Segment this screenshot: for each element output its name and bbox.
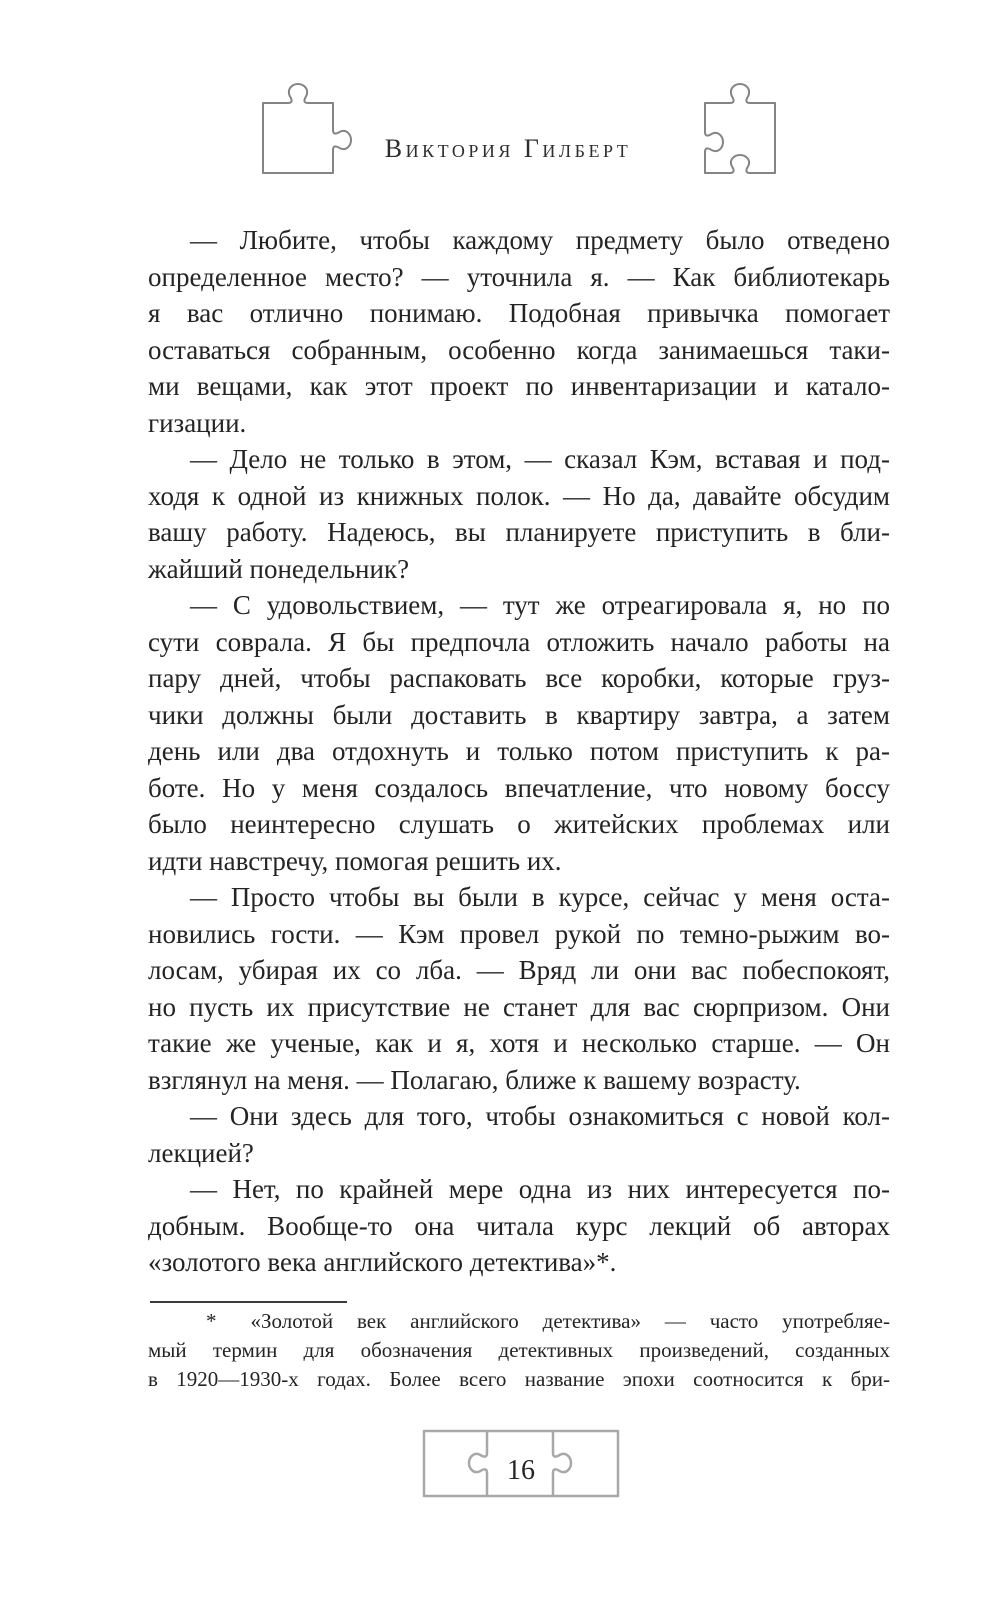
text-line: чики должны были доставить в квартиру завтра, а затем <box>148 699 890 730</box>
text-line: — Дело не только в этом, — сказал Кэм, вставая и под- <box>190 444 890 474</box>
paragraph <box>148 1171 890 1281</box>
text-line: пару дней, чтобы распаковать все коробки, которые груз- <box>148 663 890 693</box>
page-header-author: Виктория Гилберт <box>384 134 632 163</box>
text-line: гизации. <box>148 407 247 438</box>
text-line: добным. Вообще-то она читала курс лекций об авторах <box>148 1210 890 1241</box>
text-line: сути соврала. Я бы предпочла отложить начало работы на <box>148 626 890 657</box>
text-line: — Просто чтобы вы были в курсе, сейчас у меня оста- <box>190 882 890 912</box>
text-line: — Они здесь для того, чтобы ознакомиться с новой кол- <box>190 1101 890 1131</box>
footnote-line: мый термин для обозначения детективных произведений, созданных <box>148 1338 890 1362</box>
text-line: взглянул на меня. — Полагаю, ближе к вашему возрасту. <box>148 1064 801 1095</box>
text-line: вашу работу. Надеюсь, вы планируете приступить в бли- <box>148 517 890 547</box>
text-line: определенное место? — уточнила я. — Как библиотекарь <box>148 261 890 292</box>
footnote-marker: * <box>206 1309 217 1333</box>
text-line: такие же ученые, как и я, хотя и несколько старше. — Он <box>148 1028 890 1058</box>
text-line: — С удовольствием, — тут же отреагировала я, но по <box>190 590 890 620</box>
page-number: 16 <box>507 1455 535 1486</box>
paragraph <box>148 1098 890 1171</box>
text-line: новились гости. — Кэм провел рукой по темно-рыжим во- <box>148 918 890 949</box>
text-line: ми вещами, как этот проект по инвентаризации и катало- <box>148 371 890 401</box>
text-line: жайший понедельник? <box>148 553 410 584</box>
text-line: но пусть их присутствие не станет для вас сюрпризом. Они <box>148 991 890 1022</box>
text-line: я вас отлично понимаю. Подобная привычка помогает <box>148 298 890 328</box>
text-line: — Любите, чтобы каждому предмету было отведено <box>190 225 890 255</box>
paragraph <box>148 587 890 879</box>
text-line: боте. Но у меня создалось впечатление, что новому боссу <box>148 772 890 803</box>
body-text <box>148 222 890 1281</box>
text-line: ходя к одной из книжных полок. — Но да, давайте обсудим <box>148 480 890 511</box>
footnote-separator <box>150 1301 347 1303</box>
text-line: было неинтересно слушать о житейских проблемах или <box>148 809 890 839</box>
text-line: идти навстречу, помогая решить их. <box>148 845 562 876</box>
footnote-continuation <box>148 1336 890 1394</box>
text-line: лосам, убирая их со лба. — Вряд ли они вас побеспокоят, <box>148 955 890 985</box>
footnote-line: в 1920—1930-х годах. Более всего название эпохи соотносится к бри- <box>148 1367 890 1391</box>
paragraph <box>148 222 890 441</box>
text-line: — Нет, по крайней мере одна из них интересуется по- <box>190 1174 890 1204</box>
puzzle-piece-icon <box>680 75 790 175</box>
text-line: «золотого века английского детектива»*. <box>148 1247 617 1277</box>
footnote-text: «Золотой век английского детектива» — часто употребляе- <box>250 1309 890 1333</box>
footnote <box>148 1307 890 1394</box>
paragraph <box>148 879 890 1098</box>
paragraph <box>148 441 890 587</box>
text-line: лекцией? <box>148 1137 254 1168</box>
text-line: день или два отдохнуть и только потом приступить к ра- <box>148 736 890 766</box>
text-line: оставаться собранным, особенно когда занимаешься таки- <box>148 334 890 365</box>
footnote-line <box>148 1307 890 1336</box>
